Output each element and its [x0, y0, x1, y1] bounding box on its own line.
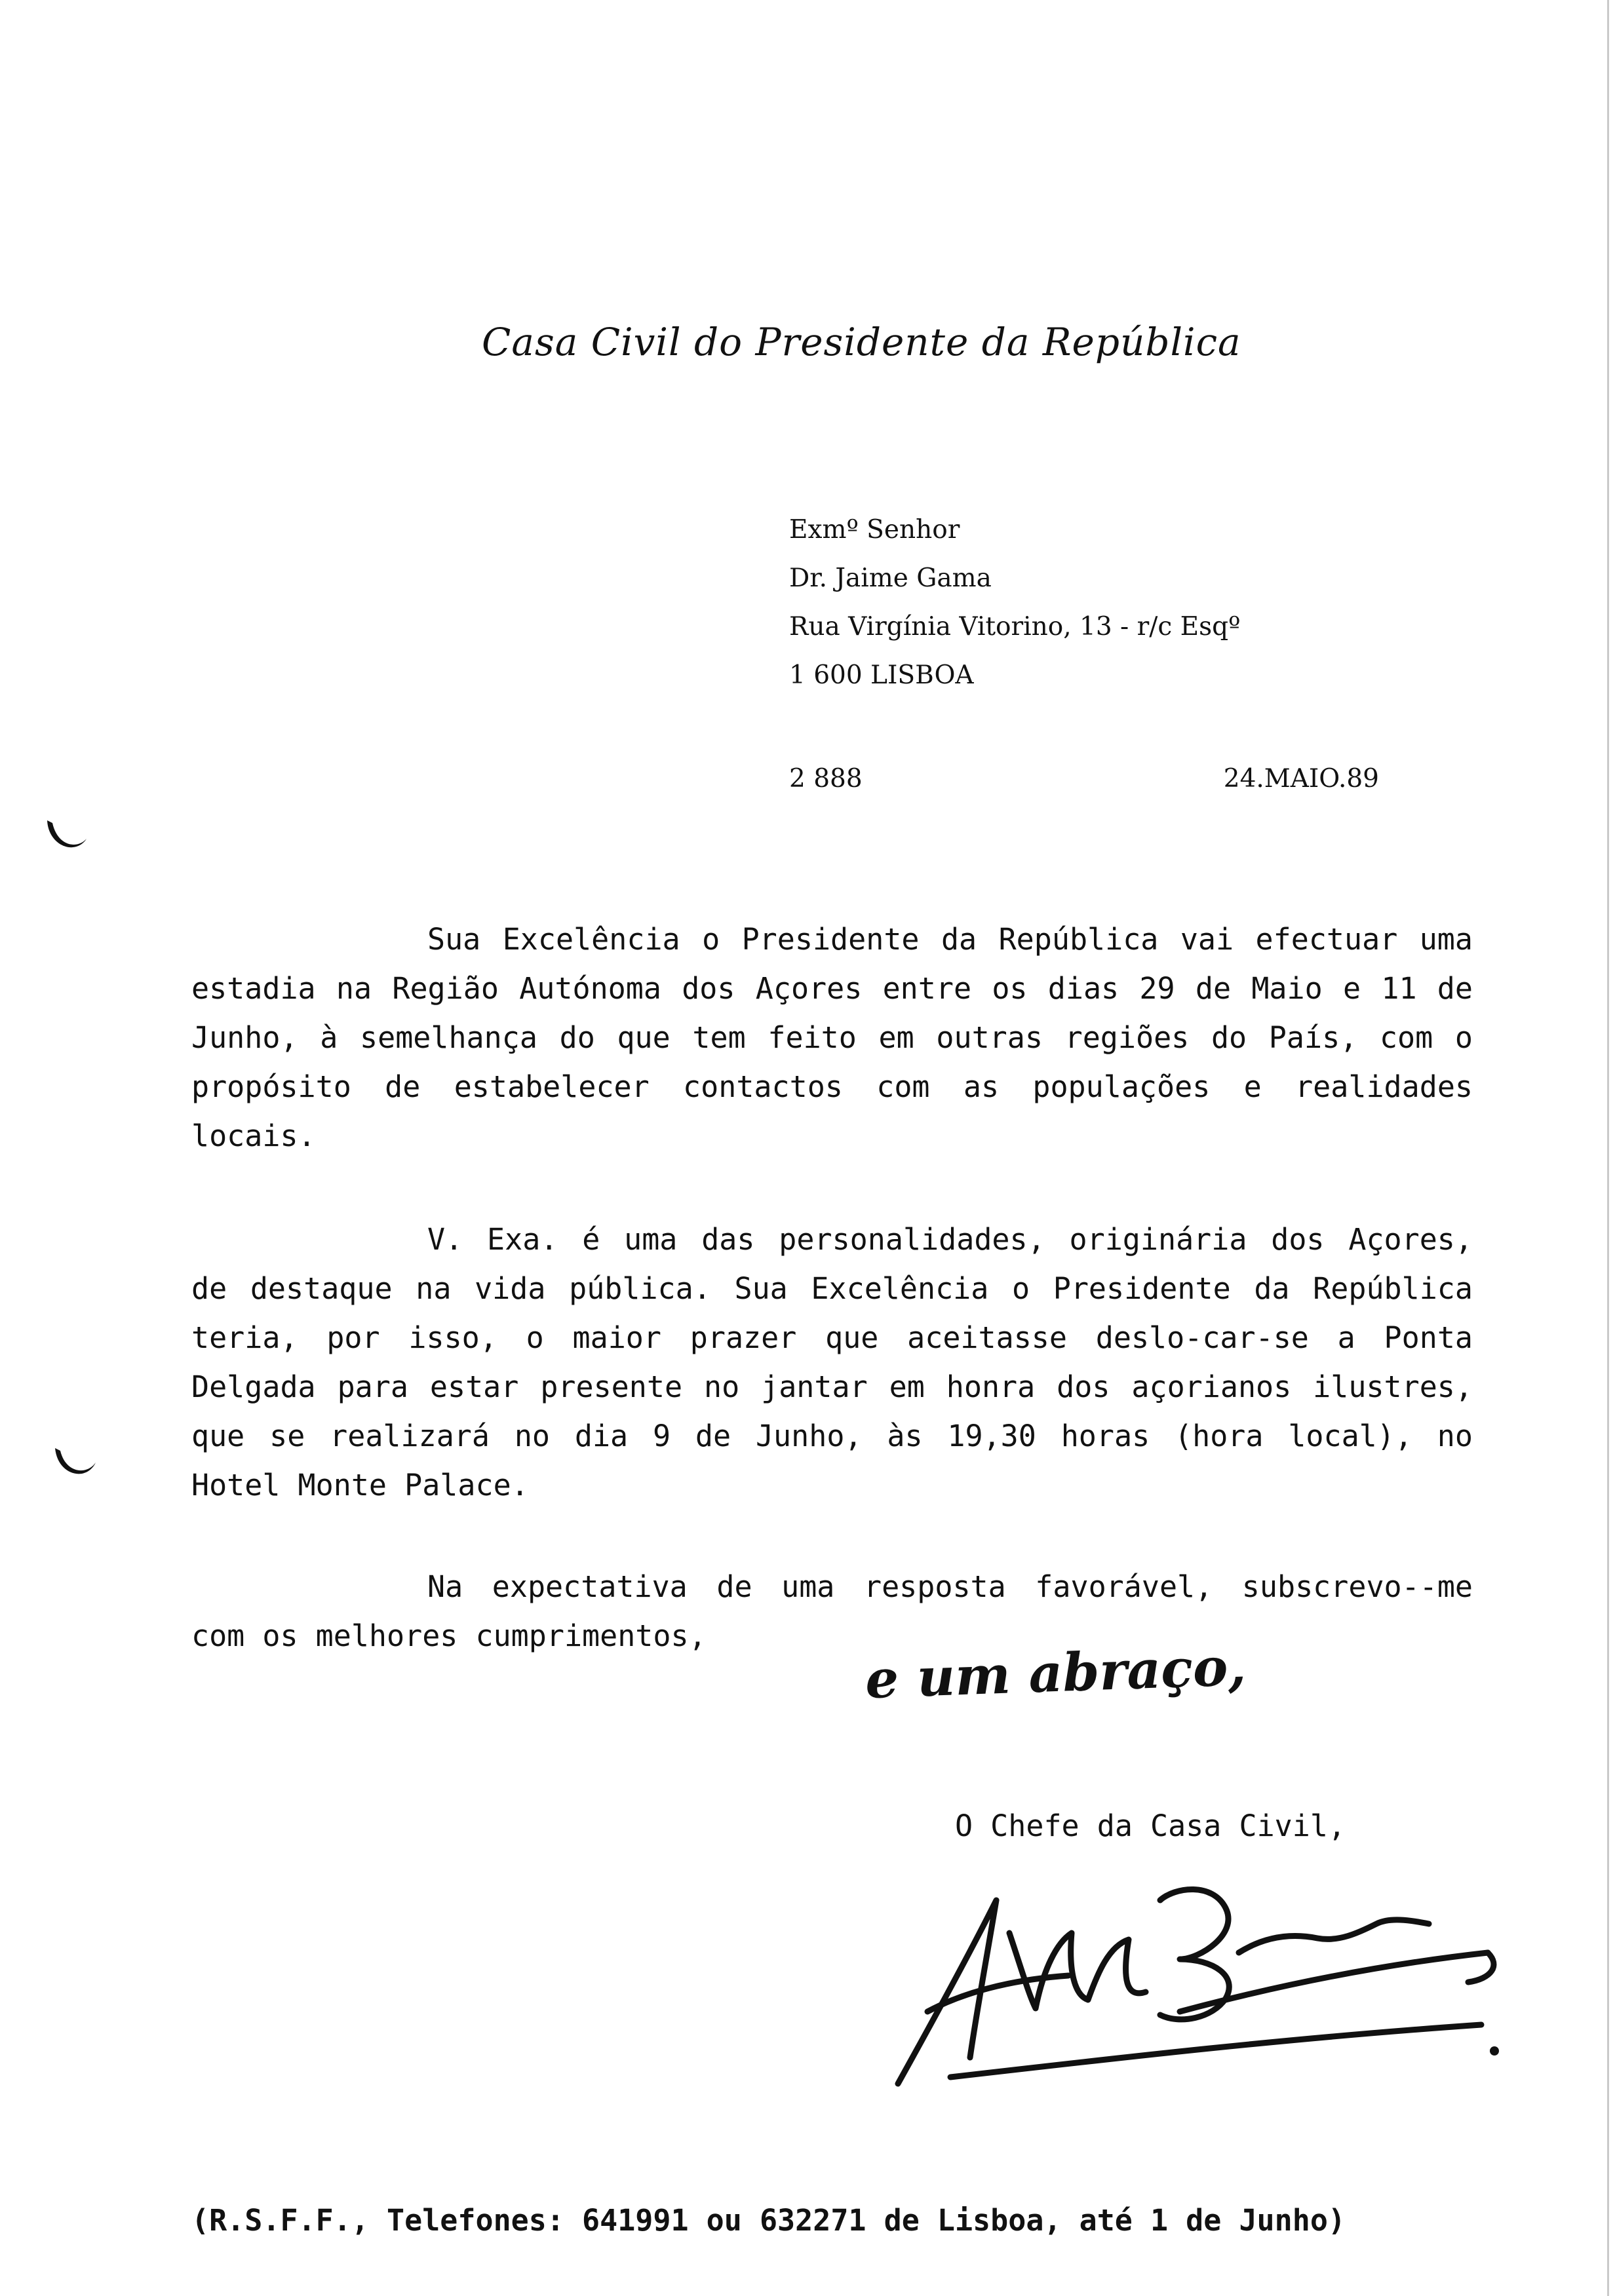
recipient-city: 1 600 LISBOA — [789, 660, 974, 690]
body-paragraph — [191, 915, 1473, 1160]
paragraph-text: Sua Excelência o Presidente da República vai efectuar uma estadia na Região Autónoma dos Açores entre os dias 29 de Maio e 11 de Junho, à semelhança do que tem feito em outras regiões do País, com o propósito de estabelecer contactos com as populações e realidades locais. — [191, 922, 1473, 1153]
recipient-address-block — [789, 506, 1576, 700]
body-paragraph — [191, 1215, 1473, 1510]
closing-title: O Chefe da Casa Civil, — [955, 1808, 1346, 1843]
punch-hole-mark — [51, 1439, 98, 1485]
footer-contact-note: (R.S.F.F., Telefones: 641991 ou 632271 de Lisboa, até 1 de Junho) — [191, 2203, 1346, 2238]
signature-image — [872, 1861, 1514, 2097]
reference-number: 2 888 — [789, 764, 863, 794]
letterhead-title: Casa Civil do Presidente da República — [482, 320, 1241, 364]
letter-date: 24.MAIO.89 — [1223, 764, 1379, 794]
page-edge-line — [1607, 0, 1609, 2296]
reference-row — [789, 755, 1379, 803]
paragraph-text: V. Exa. é uma das personalidades, originária dos Açores, de destaque na vida pública. Sua Excelência o Presidente da República teria, por isso, o maior prazer que aceitasse deslo-car-se a Ponta Delgada para estar presente no jantar em honra dos açorianos ilustres, que se realizará no dia 9 de Junho, às 19,30 horas (hora local), no Hotel Monte Palace. — [191, 1222, 1473, 1502]
recipient-name: Dr. Jaime Gama — [789, 564, 992, 593]
recipient-street: Rua Virgínia Vitorino, 13 - r/c Esqº — [789, 612, 1241, 641]
body-paragraph — [191, 1562, 1473, 1660]
paragraph-text: Na expectativa de uma resposta favorável, subscrevo--me com os melhores cumprimentos, — [191, 1569, 1473, 1653]
recipient-salutation: Exmº Senhor — [789, 515, 960, 545]
punch-hole-mark — [43, 813, 90, 858]
handwritten-note: e um abraço, — [864, 1635, 1247, 1711]
